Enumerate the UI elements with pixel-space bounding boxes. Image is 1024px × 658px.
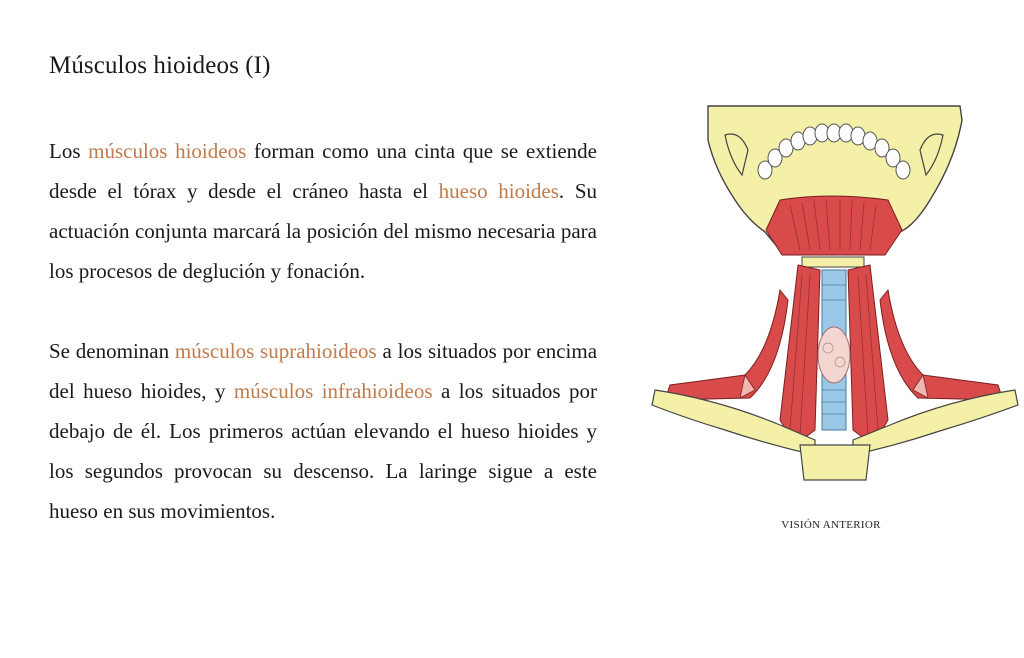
sternum (800, 445, 870, 480)
text-run: . Su actuación conjunta marcará la posición del mismo necesaria para los procesos de deglución y fonación. (49, 179, 597, 283)
figure-caption: VISIÓN ANTERIOR (781, 519, 881, 531)
side-muscle-left (665, 290, 788, 400)
anatomy-illustration (630, 100, 1024, 490)
body-text (49, 131, 597, 531)
highlight-musculos-hioideos: músculos hioideos (88, 139, 247, 163)
text-run: a los situados por debajo de él. Los primeros actúan elevando el hueso hioides y los segundos provocan su descenso. La laringe sigue a este hueso en sus movimientos. (49, 379, 598, 523)
text-run: a los situados por encima del hueso hioides, y (49, 339, 598, 403)
neck-anatomy-figure (630, 100, 1024, 490)
side-muscle-right (880, 290, 1003, 400)
highlight-musculos-suprahioideos: músculos suprahioideos (174, 339, 377, 363)
suprahyoid-muscles (766, 196, 902, 255)
text-run: Los (49, 139, 89, 163)
sternocleidomastoid-right (848, 265, 888, 445)
highlight-hueso-hioides: hueso hioides (438, 179, 559, 203)
thyroid-gland (818, 327, 850, 383)
hyoid-bone (802, 257, 864, 267)
text-run: Se denominan (49, 339, 175, 363)
paragraph-classification (49, 331, 597, 531)
page-title: Músculos hioideos (I) (49, 52, 271, 79)
paragraph-intro (49, 131, 597, 291)
highlight-musculos-infrahioideos: músculos infrahioideos (233, 379, 433, 403)
sternocleidomastoid-left (780, 265, 820, 445)
text-run: forman como una cinta que se extiende desde el tórax y desde el cráneo hasta el (49, 139, 597, 203)
